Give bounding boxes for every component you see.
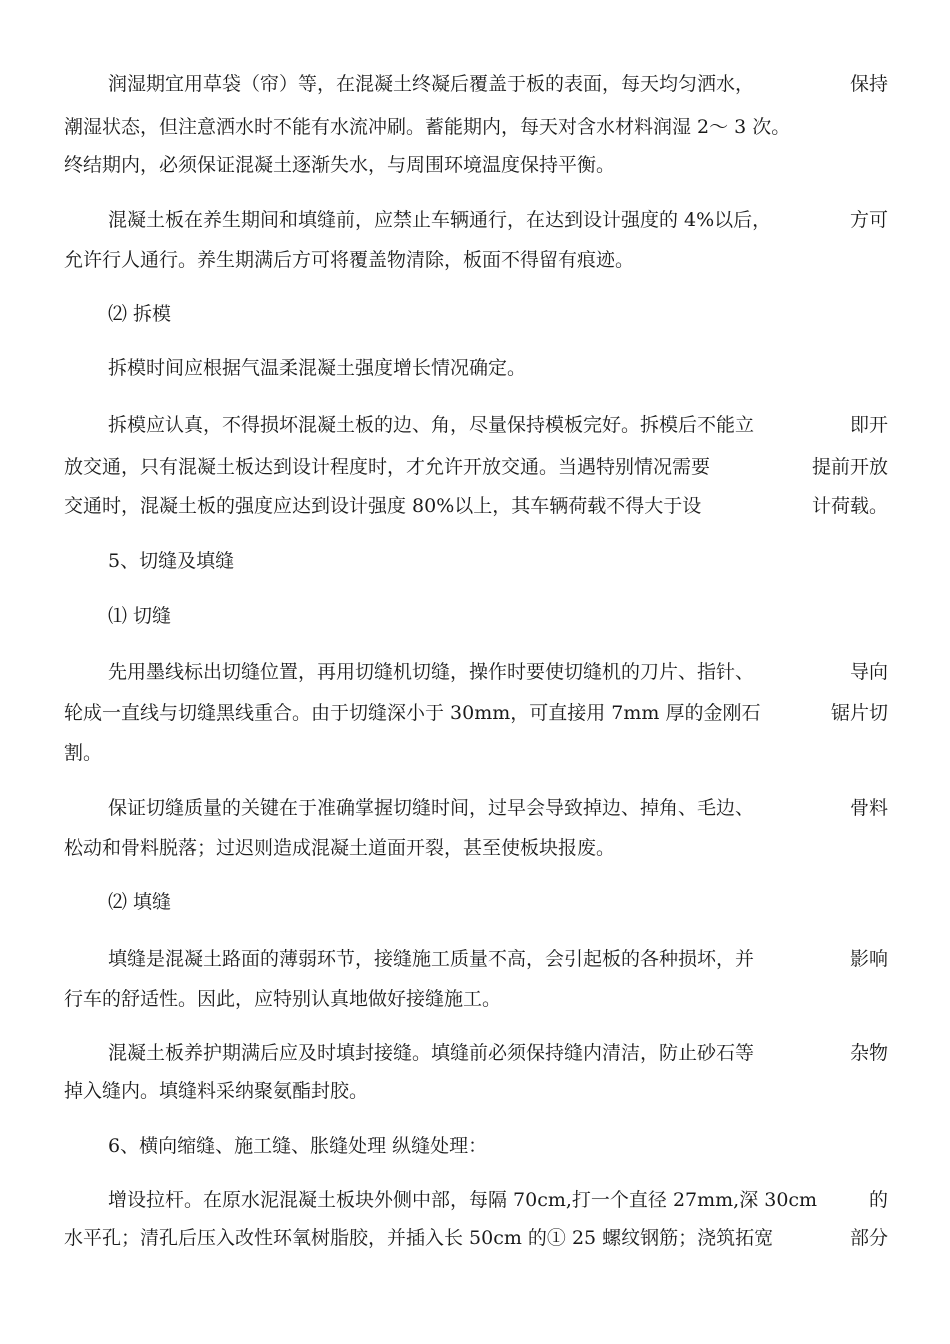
text-line	[108, 795, 888, 821]
text-segment: 掉入缝内。填缝料采纳聚氨酯封胶。	[64, 1080, 369, 1102]
text-line	[64, 835, 950, 861]
text-segment: 保证切缝质量的关键在于准确掌握切缝时间，过早会导致掉边、掉角、毛边、	[108, 797, 755, 819]
text-segment: 杂物	[849, 1042, 888, 1064]
text-segment: 计荷载。	[811, 495, 888, 517]
text-segment: 5、切缝及填缝	[108, 550, 235, 572]
text-line	[64, 454, 888, 480]
text-segment: 提前开放	[811, 456, 888, 478]
text-line	[64, 247, 950, 273]
text-segment: 终结期内，必须保证混凝土逐渐失水，与周围环境温度保持平衡。	[64, 154, 616, 176]
text-segment: 部分	[849, 1227, 888, 1249]
section-heading	[108, 1133, 950, 1159]
text-segment: 即开	[849, 414, 888, 436]
text-line	[64, 493, 888, 519]
text-segment: 润湿期宜用草袋（帘）等，在混凝土终凝后覆盖于板的表面，每天均匀洒水，	[108, 73, 755, 95]
text-line	[108, 659, 888, 685]
text-segment: 6、横向缩缝、施工缝、胀缝处理 纵缝处理：	[108, 1135, 488, 1157]
text-line	[108, 946, 888, 972]
text-segment: 导向	[849, 661, 888, 683]
text-line	[64, 740, 950, 766]
text-segment: 保持	[849, 73, 888, 95]
text-segment: 锯片切	[830, 702, 888, 724]
text-line	[64, 986, 950, 1012]
text-line	[64, 700, 888, 726]
text-segment: 割。	[64, 742, 103, 764]
text-segment: 混凝土板养护期满后应及时填封接缝。填缝前必须保持缝内清洁，防止砂石等	[108, 1042, 755, 1064]
text-segment: 行车的舒适性。因此，应特别认真地做好接缝施工。	[64, 988, 502, 1010]
text-segment: 松动和骨料脱落；过迟则造成混凝土道面开裂，甚至使板块报废。	[64, 837, 616, 859]
text-segment: 交通时，混凝土板的强度应达到设计强度 80%以上，其车辆荷载不得大于设	[64, 495, 702, 517]
text-line	[108, 412, 888, 438]
text-segment: 轮成一直线与切缝黑线重合。由于切缝深小于 30mm，可直接用 7mm 厚的金刚石	[64, 702, 761, 724]
text-segment: 方可	[849, 209, 888, 231]
section-heading	[108, 301, 950, 327]
text-line	[108, 1040, 888, 1066]
text-segment: 放交通，只有混凝土板达到设计程度时，才允许开放交通。当遇特别情况需要	[64, 456, 711, 478]
text-segment: 骨料	[849, 797, 888, 819]
text-segment: 允许行人通行。养生期满后方可将覆盖物清除，板面不得留有痕迹。	[64, 249, 635, 271]
text-line	[64, 114, 950, 140]
text-line	[108, 71, 888, 97]
text-line	[64, 152, 950, 178]
section-heading	[108, 889, 950, 915]
text-line	[108, 207, 888, 233]
text-segment: 拆模应认真，不得损坏混凝土板的边、角，尽量保持模板完好。拆模后不能立	[108, 414, 755, 436]
section-heading	[108, 603, 950, 629]
text-segment: 水平孔；清孔后压入改性环氧树脂胶，并插入长 50cm 的① 25 螺纹钢筋；浇筑拓宽	[64, 1227, 774, 1249]
text-segment: 先用墨线标出切缝位置，再用切缝机切缝，操作时要使切缝机的刀片、指针、	[108, 661, 755, 683]
text-segment: 增设拉杆。在原水泥混凝土板块外侧中部，每隔 70cm,打一个直径 27mm,深 30cm	[108, 1189, 818, 1211]
text-segment: ⑵ 填缝	[108, 891, 172, 913]
text-segment: 混凝土板在养生期间和填缝前，应禁止车辆通行，在达到设计强度的 4%以后，	[108, 209, 772, 231]
text-line	[108, 355, 950, 381]
text-segment: 拆模时间应根据气温柔混凝土强度增长情况确定。	[108, 357, 527, 379]
text-line	[108, 1187, 888, 1213]
text-segment: 潮湿状态，但注意洒水时不能有水流冲刷。蓄能期内，每天对含水材料润湿 2〜 3 次。	[64, 116, 791, 138]
text-segment: 填缝是混凝土路面的薄弱环节，接缝施工质量不高，会引起板的各种损坏，并	[108, 948, 755, 970]
section-heading	[108, 548, 950, 574]
text-segment: 影响	[849, 948, 888, 970]
text-line	[64, 1225, 888, 1251]
text-line	[64, 1078, 950, 1104]
text-segment: 的	[868, 1189, 888, 1211]
text-segment: ⑴ 切缝	[108, 605, 172, 627]
text-segment: ⑵ 拆模	[108, 303, 172, 325]
